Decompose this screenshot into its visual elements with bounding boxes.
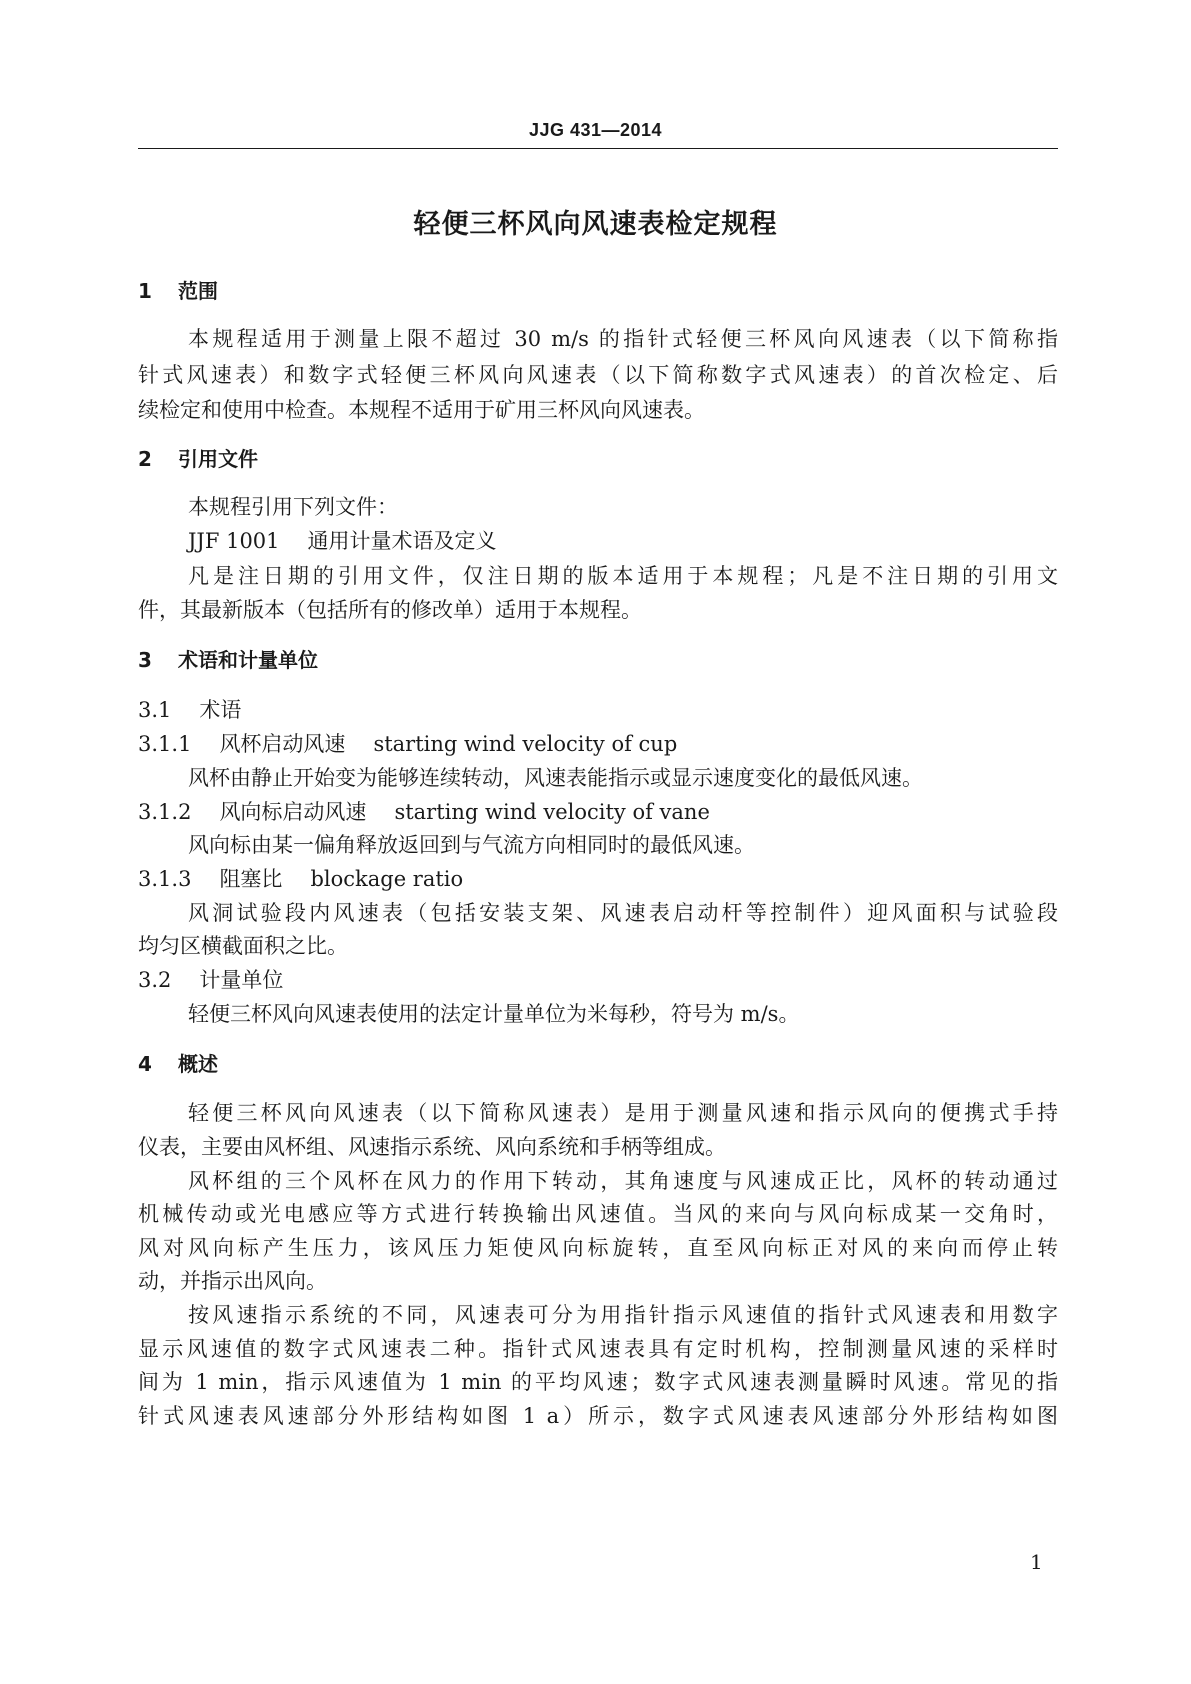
- paragraph-line: 针式风速表）和数字式轻便三杯风向风速表（以下简称数字式风速表）的首次检定、后: [138, 363, 1058, 387]
- section-title: 术语和计量单位: [178, 648, 318, 672]
- subsection-3-1: [138, 695, 241, 725]
- term-3-1-3: [138, 864, 463, 894]
- standard-code: JJG 431—2014: [528, 120, 663, 140]
- page-number: 1: [1030, 1550, 1043, 1574]
- term-cn: 风杯启动风速: [219, 732, 346, 756]
- paragraph-line: 机械传动或光电感应等方式进行转换输出风速值。当风的来向与风向标成某一交角时，: [138, 1202, 1058, 1226]
- term-definition: 风向标由某一偏角释放返回到与气流方向相同时的最低风速。: [188, 833, 755, 857]
- term-3-1-2: [138, 797, 710, 827]
- section-1-heading: [138, 276, 218, 306]
- paragraph-line: 续检定和使用中检查。本规程不适用于矿用三杯风向风速表。: [138, 398, 705, 422]
- term-definition: 均匀区横截面积之比。: [138, 934, 348, 958]
- section-number: 1: [138, 279, 152, 303]
- paragraph-line: 风杯组的三个风杯在风力的作用下转动，其角速度与风速成正比，风杯的转动通过: [188, 1169, 1058, 1193]
- section-title: 引用文件: [178, 447, 258, 471]
- term-definition: 风洞试验段内风速表（包括安装支架、风速表启动杆等控制件）迎风面积与试验段: [188, 901, 1058, 925]
- term-cn: 风向标启动风速: [219, 800, 367, 824]
- section-title: 概述: [178, 1052, 218, 1076]
- subsection-3-2: [138, 965, 283, 995]
- term-number: 3.1.3: [138, 867, 192, 891]
- paragraph-line: 显示风速值的数字式风速表二种。指针式风速表具有定时机构，控制测量风速的采样时: [138, 1337, 1058, 1361]
- term-definition: 风杯由静止开始变为能够连续转动，风速表能指示或显示速度变化的最低风速。: [188, 766, 923, 790]
- paragraph-line: 件，其最新版本（包括所有的修改单）适用于本规程。: [138, 598, 642, 622]
- paragraph-line: 本规程适用于测量上限不超过 30 m/s 的指针式轻便三杯风向风速表（以下简称指: [188, 327, 1058, 351]
- reference-entry: [188, 526, 497, 556]
- section-number: 3: [138, 648, 152, 672]
- paragraph-line: 仪表，主要由风杯组、风速指示系统、风向系统和手柄等组成。: [138, 1135, 726, 1159]
- section-3-heading: [138, 645, 318, 675]
- reference-title: 通用计量术语及定义: [307, 529, 497, 553]
- term-number: 3.1.2: [138, 800, 192, 824]
- paragraph-line: 针式风速表风速部分外形结构如图 1 a）所示，数字式风速表风速部分外形结构如图: [138, 1404, 1058, 1428]
- section-number: 2: [138, 447, 152, 471]
- term-cn: 阻塞比: [219, 867, 283, 891]
- term-en: starting wind velocity of vane: [394, 800, 710, 824]
- paragraph-line: 按风速指示系统的不同，风速表可分为用指针指示风速值的指针式风速表和用数字: [188, 1303, 1058, 1327]
- section-4-heading: [138, 1049, 218, 1079]
- paragraph-line: 风对风向标产生压力，该风压力矩使风向标旋转，直至风向标正对风的来向而停止转: [138, 1236, 1058, 1260]
- term-en: starting wind velocity of cup: [373, 732, 678, 756]
- paragraph-line: 本规程引用下列文件：: [188, 495, 398, 519]
- term-3-1-1: [138, 729, 677, 759]
- subsection-title: 术语: [199, 698, 242, 722]
- term-number: 3.1.1: [138, 732, 192, 756]
- subsection-number: 3.2: [138, 968, 172, 992]
- subsection-number: 3.1: [138, 698, 172, 722]
- section-title: 范围: [178, 279, 218, 303]
- section-number: 4: [138, 1052, 152, 1076]
- paragraph-line: 间为 1 min，指示风速值为 1 min 的平均风速；数字式风速表测量瞬时风速。常见的指: [138, 1370, 1058, 1394]
- header-rule: [138, 148, 1058, 149]
- paragraph-line: 凡是注日期的引用文件，仅注日期的版本适用于本规程；凡是不注日期的引用文: [188, 564, 1058, 588]
- reference-code: JJF 1001: [188, 529, 280, 553]
- subsection-title: 计量单位: [199, 968, 284, 992]
- paragraph-line: 轻便三杯风向风速表使用的法定计量单位为米每秒，符号为 m/s。: [188, 1002, 800, 1026]
- paragraph-line: 轻便三杯风向风速表（以下简称风速表）是用于测量风速和指示风向的便携式手持: [188, 1101, 1058, 1125]
- term-en: blockage ratio: [310, 867, 464, 891]
- paragraph-line: 动，并指示出风向。: [138, 1269, 327, 1293]
- document-title: 轻便三杯风向风速表检定规程: [413, 209, 778, 240]
- section-2-heading: [138, 444, 258, 474]
